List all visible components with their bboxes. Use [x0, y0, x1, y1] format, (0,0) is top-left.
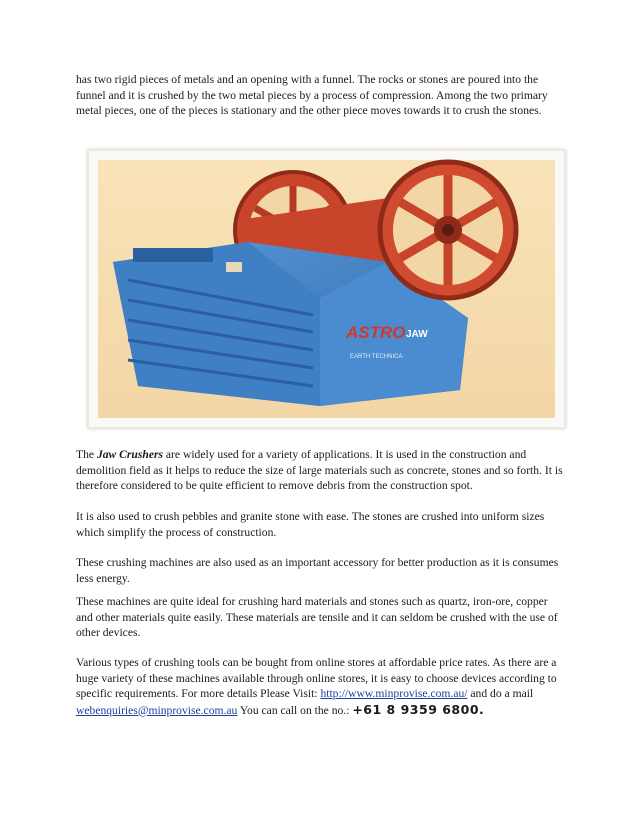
model-logo-text: JAW — [406, 329, 428, 340]
intro-paragraph — [76, 72, 566, 119]
email-link[interactable]: webenquiries@minprovise.com.au — [76, 703, 238, 717]
jaw-lead-text: The — [76, 448, 97, 461]
call-text: You can call on the no.: — [237, 703, 353, 717]
tools-text: Various types of crushing tools can be bought from online stores at affordable price rates. As there are a huge variety of these machines available through online stores, it is easy to choose devices according to specific requirements. For more details Please Visit: — [76, 656, 557, 701]
contact-text — [76, 655, 566, 718]
front-flywheel — [380, 162, 516, 298]
pebbles-paragraph — [76, 509, 566, 540]
pebbles-text: It is also used to crush pebbles and granite stone with ease. The stones are crushed into uniform sizes which simplify the process of construction. — [76, 510, 545, 539]
jaw-crusher-photo — [88, 150, 565, 428]
website-link[interactable]: http://www.minprovise.com.au/ — [320, 687, 468, 701]
intro-text: has two rigid pieces of metals and an opening with a funnel. The rocks or stones are poured into the funnel and it is crushed by the two metal pieces by a process of compression. Among the two primary metal pieces, one of the pieces is stationary and the other piece moves towards it to crush the stones. — [76, 73, 548, 118]
energy-text: These crushing machines are also used as an important accessory for better production as it is consumes less energy. — [76, 556, 559, 585]
materials-text: These machines are quite ideal for crushing hard materials and stones such as quartz, iron-ore, copper and other materials quite easily. These materials are tensile and it can seldom be crushed with the use of other devices. — [76, 595, 558, 640]
energy-paragraph — [76, 555, 566, 586]
jaw-body-text: are widely used for a variety of applications. It is used in the construction and demolition field as it helps to reduce the size of large materials such as concrete, stones and so forth. It is therefore considered to be quite efficient to remove debris from the construction spot. — [76, 448, 563, 493]
jaw-crushers-emphasis: Jaw Crushers — [96, 448, 163, 461]
brand-logo-text: ASTRO — [346, 323, 406, 342]
contact-paragraph — [76, 655, 566, 718]
mail-text: and do a mail — [467, 687, 534, 701]
materials-paragraph — [76, 594, 566, 641]
logo-subtitle-text: EARTH TECHNICA — [350, 354, 403, 360]
jaw-crushers-text — [76, 447, 566, 494]
jaw-crushers-paragraph — [76, 447, 566, 494]
jaw-crusher-illustration — [88, 150, 565, 428]
phone-number: +61 8 9359 6800. — [352, 701, 485, 717]
